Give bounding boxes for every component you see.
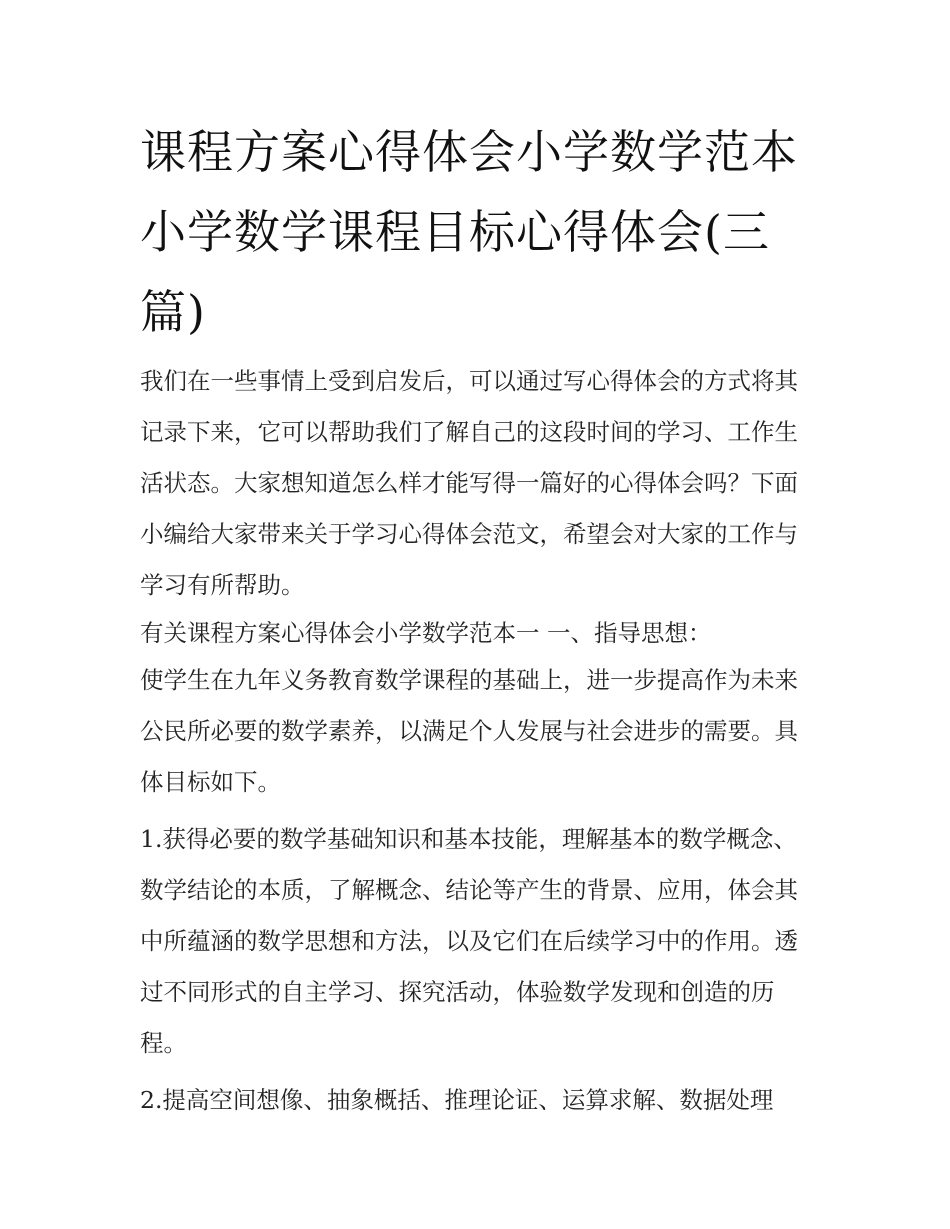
document-title: 课程方案心得体会小学数学范本 小学数学课程目标心得体会(三篇)	[140, 125, 798, 339]
list-item-2: 2.提高空间想像、抽象概括、推理论证、运算求解、数据处理	[140, 1086, 774, 1114]
section-heading-paragraph: 有关课程方案心得体会小学数学范本一 一、指导思想：	[140, 619, 712, 647]
document-body	[140, 356, 816, 1126]
intro-paragraph: 我们在一些事情上受到启发后，可以通过写心得体会的方式将其记录下来，它可以帮助我们了解自己的这段时间的学习、工作生活状态。大家想知道怎么样才能写得一篇好的心得体会吗？下面小编给大家带来关于学习心得体会范文，希望会对大家的工作与学习有所帮助。	[140, 367, 798, 599]
goal-paragraph: 使学生在九年义务教育数学课程的基础上，进一步提高作为未来公民所必要的数学素养，以满足个人发展与社会进步的需要。具体目标如下。	[140, 666, 798, 796]
list-item-1: 1.获得必要的数学基础知识和基本技能，理解基本的数学概念、数学结论的本质，了解概念、结论等产生的背景、应用，体会其中所蕴涵的数学思想和方法，以及它们在后续学习中的作用。透过不同形式的自主学习、探究活动，体验数学发现和创造的历程。	[140, 825, 798, 1057]
